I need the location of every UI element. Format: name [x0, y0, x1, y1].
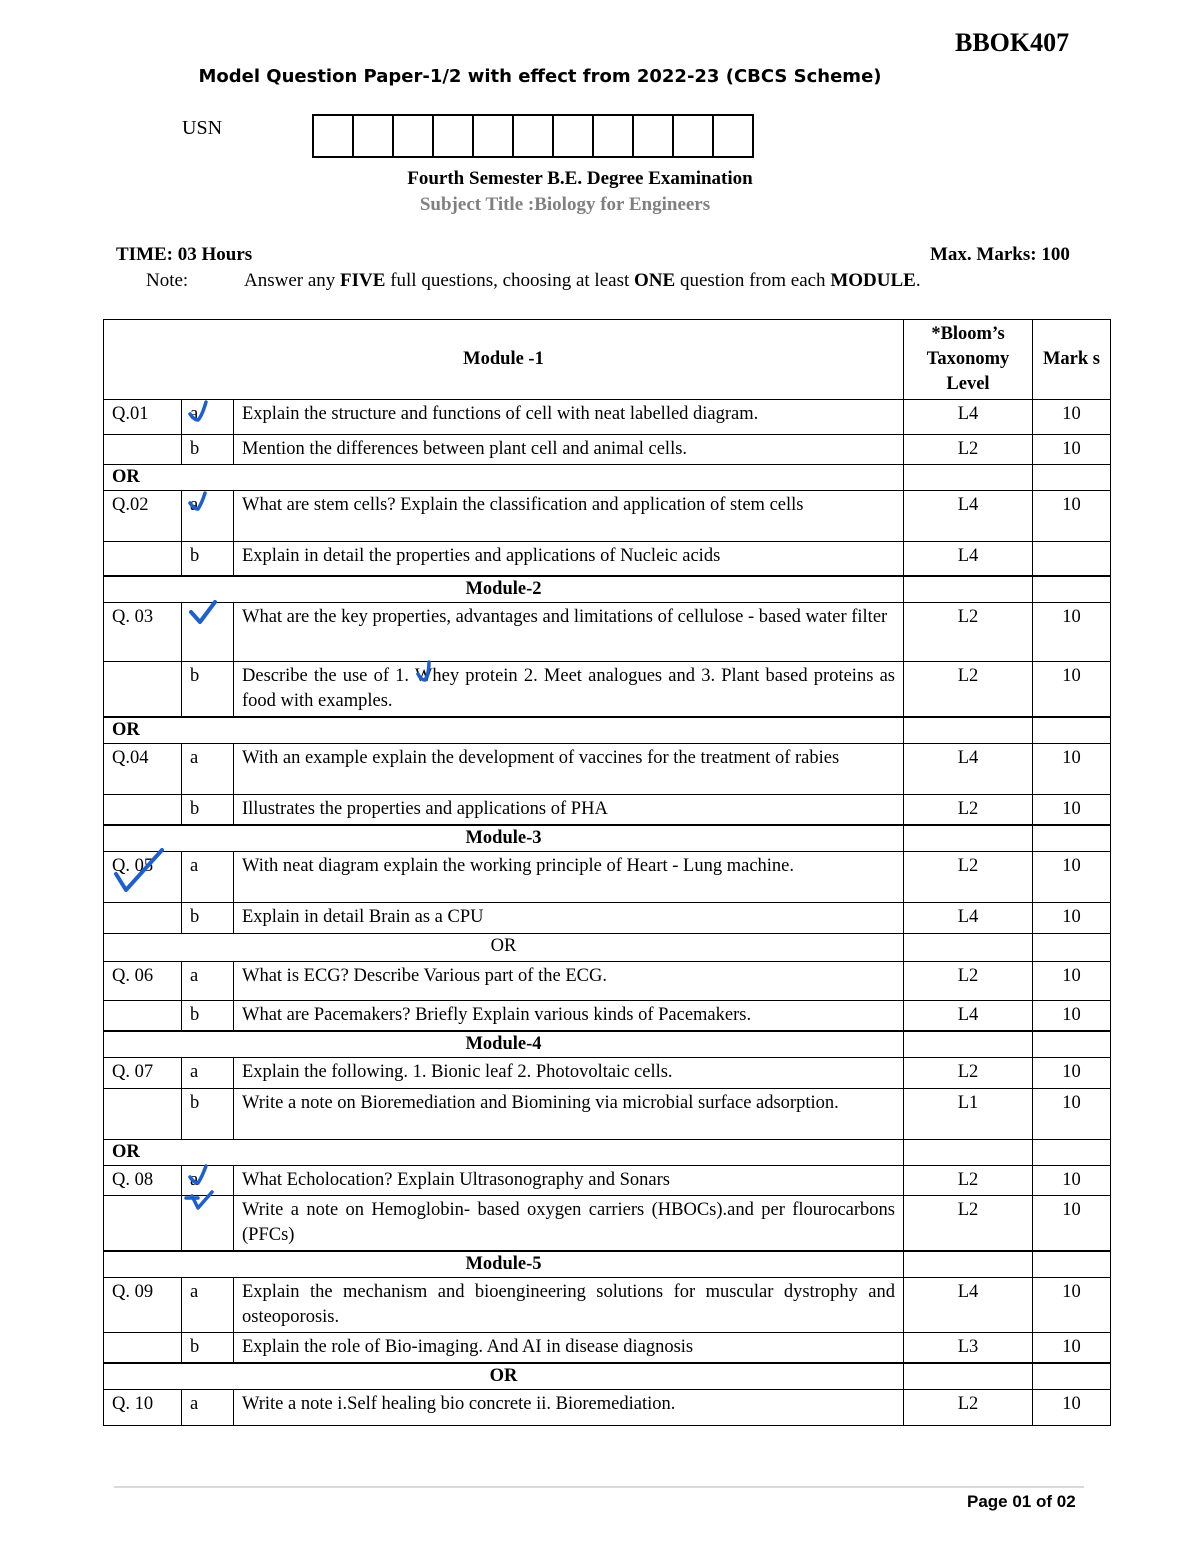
question-text: Illustrates the properties and applications of PHA: [234, 794, 904, 825]
table-row: [104, 435, 1111, 465]
module-row: [104, 576, 1111, 603]
marks-value: 10: [1033, 851, 1111, 902]
question-number: Q. 09: [104, 1277, 182, 1332]
question-number: [104, 1000, 182, 1031]
table-row: [104, 743, 1111, 794]
marks-value: 10: [1033, 661, 1111, 717]
or-row: [104, 933, 1111, 961]
marks-value: 10: [1033, 1277, 1111, 1332]
marks-value: 10: [1033, 902, 1111, 933]
question-part: b: [182, 1088, 234, 1139]
blooms-level: L4: [904, 1000, 1033, 1031]
question-number: Q.02: [104, 491, 182, 542]
question-number: Q. 05: [104, 851, 182, 902]
or-label: OR: [104, 717, 904, 744]
table-row: [104, 1277, 1111, 1332]
marks-value: 10: [1033, 602, 1111, 661]
module-5-heading: Module-5: [104, 1251, 904, 1278]
or-label: OR: [104, 1363, 904, 1390]
question-number: Q. 06: [104, 961, 182, 1000]
marks-value: 10: [1033, 1390, 1111, 1426]
blooms-level: L2: [904, 1195, 1033, 1251]
time-label: TIME: 03 Hours: [116, 244, 253, 265]
question-text: Explain in detail Brain as a CPU: [234, 902, 904, 933]
marks-value: 10: [1033, 1165, 1111, 1195]
module-row: [104, 1031, 1111, 1058]
question-text: Write a note on Bioremediation and Biomining via microbial surface adsorption.: [234, 1088, 904, 1139]
blooms-level: L4: [904, 1277, 1033, 1332]
question-text: Explain the role of Bio-imaging. And AI in disease diagnosis: [234, 1332, 904, 1363]
question-number: [104, 1195, 182, 1251]
pen-tick-icon: [415, 658, 437, 684]
question-text: What Echolocation? Explain Ultrasonography and Sonars: [234, 1165, 904, 1195]
blooms-level: L2: [904, 602, 1033, 661]
table-row: [104, 1195, 1111, 1251]
question-part: b: [182, 902, 234, 933]
question-text: With neat diagram explain the working principle of Heart - Lung machine.: [234, 851, 904, 902]
question-number: [104, 435, 182, 465]
table-row: [104, 542, 1111, 576]
question-text: Write a note on Hemoglobin- based oxygen carriers (HBOCs).and per flourocarbons (PFCs): [234, 1195, 904, 1251]
or-label: OR: [104, 465, 904, 491]
blooms-level: L1: [904, 1088, 1033, 1139]
module-row: [104, 1251, 1111, 1278]
or-row: [104, 465, 1111, 491]
or-row: [104, 1139, 1111, 1165]
table-row: [104, 794, 1111, 825]
pen-tick-icon: [110, 846, 166, 896]
question-number: [104, 794, 182, 825]
table-row: [104, 400, 1111, 435]
question-text: Explain the following. 1. Bionic leaf 2. Photovoltaic cells.: [234, 1057, 904, 1088]
blooms-level: L2: [904, 1165, 1033, 1195]
blooms-level: L2: [904, 851, 1033, 902]
marks-value: 10: [1033, 794, 1111, 825]
question-part: b: [182, 661, 234, 717]
marks-value: 10: [1033, 1088, 1111, 1139]
blooms-level: L4: [904, 400, 1033, 435]
module-row: [104, 825, 1111, 852]
exam-title: Fourth Semester B.E. Degree Examination: [407, 168, 753, 189]
question-text: With an example explain the development of vaccines for the treatment of rabies: [234, 743, 904, 794]
or-row: [104, 717, 1111, 744]
blooms-level: L4: [904, 743, 1033, 794]
question-number: [104, 542, 182, 576]
pen-tick-icon: [184, 1190, 216, 1214]
usn-label: USN: [182, 117, 223, 139]
or-label: OR: [104, 933, 904, 961]
question-text: Explain the structure and functions of cell with neat labelled diagram.: [234, 400, 904, 435]
question-part: b: [182, 435, 234, 465]
marks-value: 10: [1033, 400, 1111, 435]
note-text: Answer any FIVE full questions, choosing at least ONE question from each MODULE.: [244, 270, 921, 291]
marks-value: 10: [1033, 743, 1111, 794]
question-part: b: [182, 542, 234, 576]
table-row: [104, 1165, 1111, 1195]
blooms-level: L2: [904, 794, 1033, 825]
question-number: Q.01: [104, 400, 182, 435]
table-row: [104, 902, 1111, 933]
marks-value: 10: [1033, 961, 1111, 1000]
question-text: Describe the use of 1. Whey protein 2. Meet analogues and 3. Plant based proteins as food with examples.: [234, 661, 904, 717]
or-row: [104, 1363, 1111, 1390]
usn-boxes: [312, 114, 754, 158]
subject-title: Subject Title :Biology for Engineers: [419, 194, 711, 215]
table-row: [104, 961, 1111, 1000]
table-header-row: [104, 320, 1111, 400]
question-text: What are the key properties, advantages and limitations of cellulose - based water filter: [234, 602, 904, 661]
question-text: What is ECG? Describe Various part of the ECG.: [234, 961, 904, 1000]
blooms-level: L3: [904, 1332, 1033, 1363]
table-row: [104, 851, 1111, 902]
question-part: a: [182, 1165, 234, 1195]
blooms-level: L2: [904, 961, 1033, 1000]
marks-value: 10: [1033, 1332, 1111, 1363]
question-number: [104, 661, 182, 717]
question-text: Explain in detail the properties and applications of Nucleic acids: [234, 542, 904, 576]
pen-tick-icon: [186, 398, 212, 426]
question-number: Q. 07: [104, 1057, 182, 1088]
question-number: [104, 1088, 182, 1139]
table-row: [104, 1000, 1111, 1031]
blooms-level: L2: [904, 661, 1033, 717]
pen-tick-icon: [186, 487, 212, 515]
marks-value: 10: [1033, 491, 1111, 542]
table-row: [104, 1057, 1111, 1088]
question-number: [104, 1332, 182, 1363]
question-text: What are Pacemakers? Briefly Explain various kinds of Pacemakers.: [234, 1000, 904, 1031]
blooms-level: L4: [904, 902, 1033, 933]
marks-value: 10: [1033, 435, 1111, 465]
table-row: [104, 661, 1111, 717]
table-row: [104, 602, 1111, 661]
question-number: [104, 902, 182, 933]
marks-value: 10: [1033, 1000, 1111, 1031]
question-number: Q. 10: [104, 1390, 182, 1426]
question-table: [103, 319, 1111, 1426]
question-text: What are stem cells? Explain the classification and application of stem cells: [234, 491, 904, 542]
module-3-heading: Module-3: [104, 825, 904, 852]
note-label: Note:: [146, 270, 189, 291]
table-row: [104, 1088, 1111, 1139]
page-number: Page 01 of 02: [967, 1492, 1076, 1511]
question-part: b: [182, 1000, 234, 1031]
pen-tick-icon: [188, 598, 218, 628]
question-part: b: [182, 1332, 234, 1363]
question-part: a: [182, 851, 234, 902]
marks-value: 10: [1033, 1057, 1111, 1088]
paper-code: BBOK407: [955, 28, 1070, 57]
blooms-level: L2: [904, 1390, 1033, 1426]
blooms-level: L4: [904, 491, 1033, 542]
or-label: OR: [104, 1139, 904, 1165]
question-text: Explain the mechanism and bioengineering solutions for muscular dystrophy and osteoporosis.: [234, 1277, 904, 1332]
question-part: a: [182, 1057, 234, 1088]
max-marks: Max. Marks: 100: [930, 244, 1070, 265]
table-row: [104, 1332, 1111, 1363]
marks-value: [1033, 542, 1111, 576]
question-number: Q.04: [104, 743, 182, 794]
blooms-level: L2: [904, 1057, 1033, 1088]
question-part: a: [182, 491, 234, 542]
table-row: [104, 1390, 1111, 1426]
module-2-heading: Module-2: [104, 576, 904, 603]
blooms-level: L4: [904, 542, 1033, 576]
question-number: Q. 08: [104, 1165, 182, 1195]
module-4-heading: Module-4: [104, 1031, 904, 1058]
table-row: [104, 491, 1111, 542]
question-part: a: [182, 961, 234, 1000]
module-1-heading: Module -1: [104, 320, 904, 400]
blooms-level: L2: [904, 435, 1033, 465]
blooms-header: *Bloom’s Taxonomy Level: [904, 320, 1033, 400]
marks-header: Mark s: [1033, 320, 1111, 400]
question-number: Q. 03: [104, 602, 182, 661]
marks-value: 10: [1033, 1195, 1111, 1251]
footer-divider: [114, 1486, 1084, 1488]
question-part: a: [182, 400, 234, 435]
question-part: a: [182, 1277, 234, 1332]
pen-tick-icon: [186, 1163, 212, 1189]
question-text: Mention the differences between plant cell and animal cells.: [234, 435, 904, 465]
question-part: a: [182, 743, 234, 794]
paper-title: Model Question Paper-1/2 with effect from 2022-23 (CBCS Scheme): [198, 66, 882, 87]
question-text: Write a note i.Self healing bio concrete ii. Bioremediation.: [234, 1390, 904, 1426]
question-part: a: [182, 1390, 234, 1426]
question-part: b: [182, 794, 234, 825]
